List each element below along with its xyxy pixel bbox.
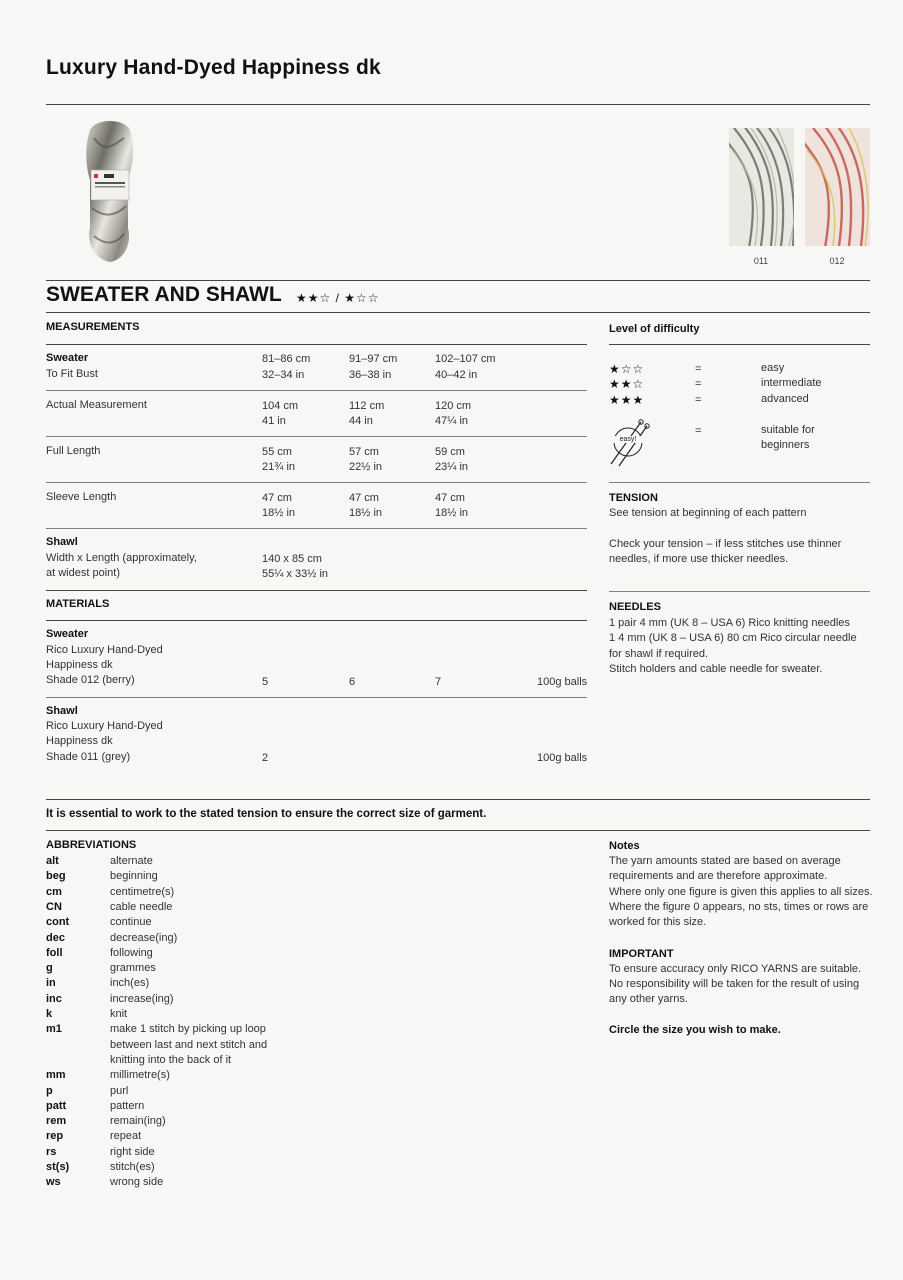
abbreviation-term: in [46,977,56,990]
bust-in-1: 32–34 in [262,369,305,381]
abbreviation-row [46,946,306,961]
bust-cm-2: 91–97 cm [349,353,398,365]
difficulty-divider [609,344,870,345]
swatch-011-label: 011 [753,256,769,266]
sweater-qty-1: 5 [262,676,269,688]
materials-shawl-line: Happiness dk [46,735,113,747]
bust-cm-1: 81–86 cm [262,353,311,365]
abbreviation-row [46,1084,306,1099]
abbreviation-meaning: decrease(ing) [110,931,178,944]
important-line: To ensure accuracy only RICO YARNS are suitable. [609,963,862,975]
row-divider [46,436,587,437]
essential-note: It is essential to work to the stated tension to ensure the correct size of garment. [46,808,487,820]
sleeve-in-2: 18½ in [349,507,383,519]
important-line: any other yarns. [609,993,688,1005]
pattern-difficulty-stars: ★★☆ / ★☆☆ [296,291,380,305]
abbreviation-row [46,1022,306,1068]
circle-size-note: Circle the size you wish to make. [609,1024,781,1036]
difficulty-heading: Level of difficulty [609,323,700,335]
needles-line: for shawl if required. [609,648,709,660]
actual-cm-3: 120 cm [435,400,472,412]
abbreviation-row [46,1160,306,1175]
abbreviation-meaning: knit [110,1008,128,1020]
shawl-qty: 2 [262,752,269,764]
materials-sweater-label: Sweater [46,628,89,640]
sleeve-in-1: 18½ in [262,507,296,519]
sleeve-cm-3: 47 cm [435,492,465,504]
needles-line: Stitch holders and cable needle for sweater. [609,663,823,675]
full-in-3: 23¼ in [435,461,469,473]
abbreviation-row [46,869,306,884]
sweater-label: Sweater [46,352,89,364]
row-divider [46,697,587,698]
materials-heading: MATERIALS [46,598,110,610]
shawl-measure-label: Shawl [46,536,78,548]
abbreviation-term: patt [46,1099,67,1112]
bust-cm-3: 102–107 cm [435,353,496,365]
materials-sweater-line: Shade 012 (berry) [46,674,135,686]
abbreviation-meaning: cable needle [110,900,173,913]
actual-cm-2: 112 cm [349,400,385,412]
abbreviation-row [46,1099,306,1114]
swatch-012-label: 012 [829,256,845,266]
level-intermediate-label: intermediate [761,377,822,389]
abbreviation-term: ws [46,1176,61,1189]
needles-top-divider [609,591,870,592]
level-easy-label: easy [761,362,785,374]
swatch-012-image [805,128,870,246]
shawl-size-in: 55¼ x 33½ in [262,568,329,580]
pattern-title: SWEATER AND SHAWL [46,283,282,306]
row-divider [46,528,587,529]
title-bottom-divider [46,312,870,313]
abbreviation-row [46,931,306,946]
needles-heading: NEEDLES [609,601,661,613]
abbreviation-row [46,1007,306,1022]
tension-heading: TENSION [609,492,658,504]
abbreviation-term: beg [46,870,66,883]
abbreviation-term: rs [46,1145,57,1158]
abbreviation-row [46,900,306,915]
abbreviation-row [46,915,306,930]
notes-line: The yarn amounts stated are based on average [609,855,841,867]
important-line: No responsibility will be taken for the result of using [609,978,860,990]
abbreviation-term: alt [46,855,59,867]
abbreviation-row [46,854,306,869]
needles-line: 1 pair 4 mm (UK 8 – USA 6) Rico knitting needles [609,617,850,629]
abbreviation-row [46,961,306,976]
easy-badge-text: easy! [613,436,643,443]
abbreviation-row [46,1068,306,1083]
actual-in-2: 44 in [349,415,373,427]
important-heading: IMPORTANT [609,948,674,960]
full-in-1: 21¾ in [262,461,296,473]
full-length-label: Full Length [46,445,101,457]
brand-title: Luxury Hand-Dyed Happiness dk [46,56,381,79]
abbreviations-heading: ABBREVIATIONS [46,839,137,851]
abbreviation-term: mm [46,1069,66,1082]
actual-in-3: 47¼ in [435,415,469,427]
level-easy-stars: ★☆☆ [609,362,645,376]
easy-needles-icon [607,418,653,468]
abbreviation-term: CN [46,900,62,913]
shawl-desc-2: at widest point) [46,567,120,579]
abbreviation-meaning: inch(es) [110,977,150,990]
easy-label-1: suitable for [761,424,815,436]
abbreviation-row [46,1145,306,1160]
materials-divider [46,620,587,621]
abbreviation-meaning: repeat [110,1130,142,1143]
abbreviation-term: foll [46,946,63,959]
level-advanced-label: advanced [761,393,809,405]
full-in-2: 22½ in [349,461,383,473]
abbreviation-meaning: pattern [110,1099,145,1112]
sleeve-in-3: 18½ in [435,507,469,519]
abbreviation-row [46,885,306,900]
materials-top-divider [46,590,587,591]
sweater-unit: 100g balls [537,676,588,688]
tension-line: See tension at beginning of each pattern [609,507,807,519]
level-advanced-stars: ★★★ [609,393,645,407]
level-easy-eq: = [695,363,702,375]
abbreviation-row [46,1175,306,1190]
materials-sweater-line: Rico Luxury Hand-Dyed [46,644,163,656]
actual-label: Actual Measurement [46,399,147,411]
level-intermediate-eq: = [695,378,702,390]
actual-cm-1: 104 cm [262,400,299,412]
bust-in-2: 36–38 in [349,369,392,381]
full-cm-2: 57 cm [349,446,379,458]
abbreviation-meaning: following [110,946,153,959]
measurements-divider [46,344,587,345]
swatch-011-image [729,128,794,246]
abbreviation-term: rep [46,1130,64,1143]
abbreviation-term: k [46,1008,53,1020]
abbreviation-term: st(s) [46,1161,70,1173]
materials-sweater-line: Happiness dk [46,659,113,671]
abbreviation-meaning: remain(ing) [110,1115,166,1128]
header-divider [46,104,870,105]
abbreviation-term: cm [46,885,62,898]
abbreviation-row [46,1129,306,1144]
notes-line: requirements and are therefore approximate. [609,870,828,882]
shawl-unit: 100g balls [537,752,588,764]
bust-label: To Fit Bust [46,368,98,380]
essential-bottom-divider [46,830,870,831]
tension-top-divider [609,482,870,483]
abbreviation-term: m1 [46,1023,62,1036]
abbreviation-meaning: beginning [110,870,158,883]
abbreviation-row [46,976,306,991]
needles-line: 1 4 mm (UK 8 – USA 6) 80 cm Rico circular needle [609,632,857,644]
abbreviation-meaning: continue [110,916,152,929]
tension-check-1: Check your tension – if less stitches use thinner [609,538,842,550]
abbreviation-term: p [46,1084,53,1097]
abbreviation-meaning: wrong side [110,1176,164,1189]
row-divider [46,482,587,483]
abbreviation-meaning: right side [110,1145,155,1158]
shawl-size-cm: 140 x 85 cm [262,553,322,565]
abbreviation-meaning: make 1 stitch by picking up loop between last and next stitch and knitting into the back of it [110,1023,268,1066]
abbreviation-row [46,992,306,1007]
measurements-heading: MEASUREMENTS [46,321,140,333]
sweater-qty-2: 6 [349,676,356,688]
abbreviation-term: inc [46,992,62,1005]
full-cm-3: 59 cm [435,446,465,458]
abbreviation-meaning: alternate [110,855,153,867]
notes-line: worked for this size. [609,916,707,928]
abbreviation-term: cont [46,916,70,929]
shawl-desc-1: Width x Length (approximately, [46,552,197,564]
sleeve-cm-2: 47 cm [349,492,379,504]
row-divider [46,390,587,391]
bust-in-3: 40–42 in [435,369,478,381]
sleeve-cm-1: 47 cm [262,492,292,504]
sleeve-length-label: Sleeve Length [46,491,117,503]
essential-top-divider [46,799,870,800]
full-cm-1: 55 cm [262,446,292,458]
abbreviation-meaning: centimetre(s) [110,885,175,898]
sweater-qty-3: 7 [435,676,442,688]
abbreviation-meaning: stitch(es) [110,1161,155,1173]
materials-shawl-line: Rico Luxury Hand-Dyed [46,720,163,732]
yarn-skein-image [80,118,138,264]
materials-shawl-label: Shawl [46,705,78,717]
actual-in-1: 41 in [262,415,286,427]
abbreviation-meaning: purl [110,1084,129,1097]
level-advanced-eq: = [695,394,702,406]
materials-shawl-line: Shade 011 (grey) [46,751,131,763]
notes-heading: Notes [609,840,640,852]
abbreviation-meaning: increase(ing) [110,992,174,1005]
abbreviation-meaning: grammes [110,962,156,975]
abbreviation-term: g [46,962,53,975]
abbreviation-meaning: millimetre(s) [110,1069,170,1082]
easy-label-2: beginners [761,439,810,451]
abbreviation-row [46,1114,306,1129]
notes-line: Where the figure 0 appears, no sts, times or rows are [609,901,869,913]
tension-check-2: needles, if more use thicker needles. [609,553,789,565]
title-top-divider [46,280,870,281]
abbreviation-term: rem [46,1115,67,1128]
notes-line: Where only one figure is given this applies to all sizes. [609,886,873,898]
easy-eq: = [695,425,702,437]
level-intermediate-stars: ★★☆ [609,377,645,391]
abbreviation-term: dec [46,931,65,944]
